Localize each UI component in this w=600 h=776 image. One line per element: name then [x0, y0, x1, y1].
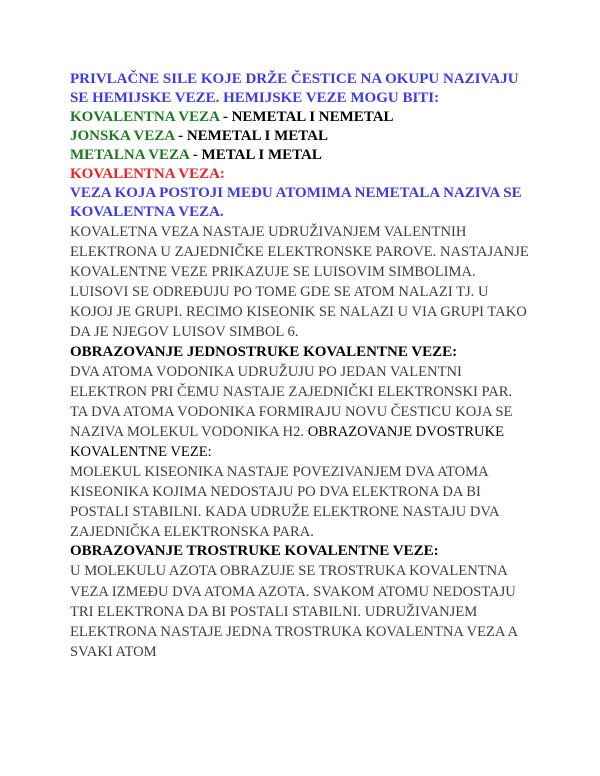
intro-paragraph: PRIVLAČNE SILE KOJE DRŽE ČESTICE NA OKUPU NAZIVAJU SE HEMIJSKE VEZE. HEMIJSKE VEZE MOGU BITI: [70, 71, 519, 106]
single-bond-paragraph [70, 362, 530, 462]
covalent-heading: KOVALENTNA VEZA: [70, 166, 225, 182]
covalent-paragraph: KOVALETNA VEZA NASTAJE UDRUŽIVANJEM VALENTNIH ELEKTRONA U ZAJEDNIČKE ELEKTRONSKE PAROVE. NASTAJANJE KOVALENTNE VEZE PRIKAZUJE SE LUISOVIM SIMBOLIMA. LUISOVI SE ODREĐUJU PO TOME GDE SE ATOM NALAZI TJ. U KOJOJ JE GRUPI. RECIMO KISEONIK SE NALAZI U VIA GRUPI TAKO DA JE NJEGOV LUISOV SIMBOL 6. [70, 224, 529, 341]
bond-type-desc: - NEMETAL I METAL [174, 128, 328, 144]
triple-bond-heading: OBRAZOVANJE TROSTRUKE KOVALENTNE VEZE: [70, 543, 439, 560]
double-bond-paragraph: MOLEKUL KISEONIKA NASTAJE POVEZIVANJEM DVA ATOMA KISEONIKA KOJIMA NEDOSTAJU PO DVA ELEKTRONA DA BI POSTALI STABILNI. KADA UDRUŽE ELEKTRONE NASTAJU DVA ZAJEDNIČKA ELEKTRONSKA PARA. [70, 464, 499, 541]
bond-type-desc: - METAL I METAL [189, 147, 322, 163]
bond-type-name: METALNA VEZA [70, 147, 190, 163]
bond-type-desc: - NEMETAL I NEMETAL [219, 109, 394, 125]
bond-type-ionic [70, 127, 530, 146]
bond-type-covalent [70, 108, 530, 127]
triple-bond-paragraph: U MOLEKULU AZOTA OBRAZUJE SE TROSTRUKA KOVALENTNA VEZA IZMEĐU DVA ATOMA AZOTA. SVAKOM ATOMU NEDOSTAJU TRI ELEKTRONA DA BI POSTALI STABILNI. UDRUŽIVANJEM ELEKTRONA NASTAJE JEDNA TROSTRUKA KOVALENTNA VEZA A SVAKI ATOM [70, 563, 518, 660]
covalent-definition: VEZA KOJA POSTOJI MEĐU ATOMIMA NEMETALA NAZIVA SE KOVALENTNA VEZA. [70, 185, 522, 220]
single-bond-text: DVA ATOMA VODONIKA UDRUŽUJU PO JEDAN VALENTNI ELEKTRON PRI ČEMU NASTAJE ZAJEDNIČKI ELEKTRONSKI PAR. TA DVA ATOMA VODONIKA FORMIRAJU NOVU ČESTICU KOJA SE NAZIVA MOLEKUL VODONIKA H2. [70, 363, 513, 440]
double-bond-heading: OBRAZOVANJE DVOSTRUKE KOVALENTNE VEZE: [70, 423, 505, 460]
single-bond-heading: OBRAZOVANJE JEDNOSTRUKE KOVALENTNE VEZE: [70, 343, 458, 360]
bond-type-name: KOVALENTNA VEZA [70, 109, 220, 125]
bond-type-metallic [70, 146, 530, 165]
document-page [70, 70, 530, 662]
bond-type-name: JONSKA VEZA [70, 128, 175, 144]
